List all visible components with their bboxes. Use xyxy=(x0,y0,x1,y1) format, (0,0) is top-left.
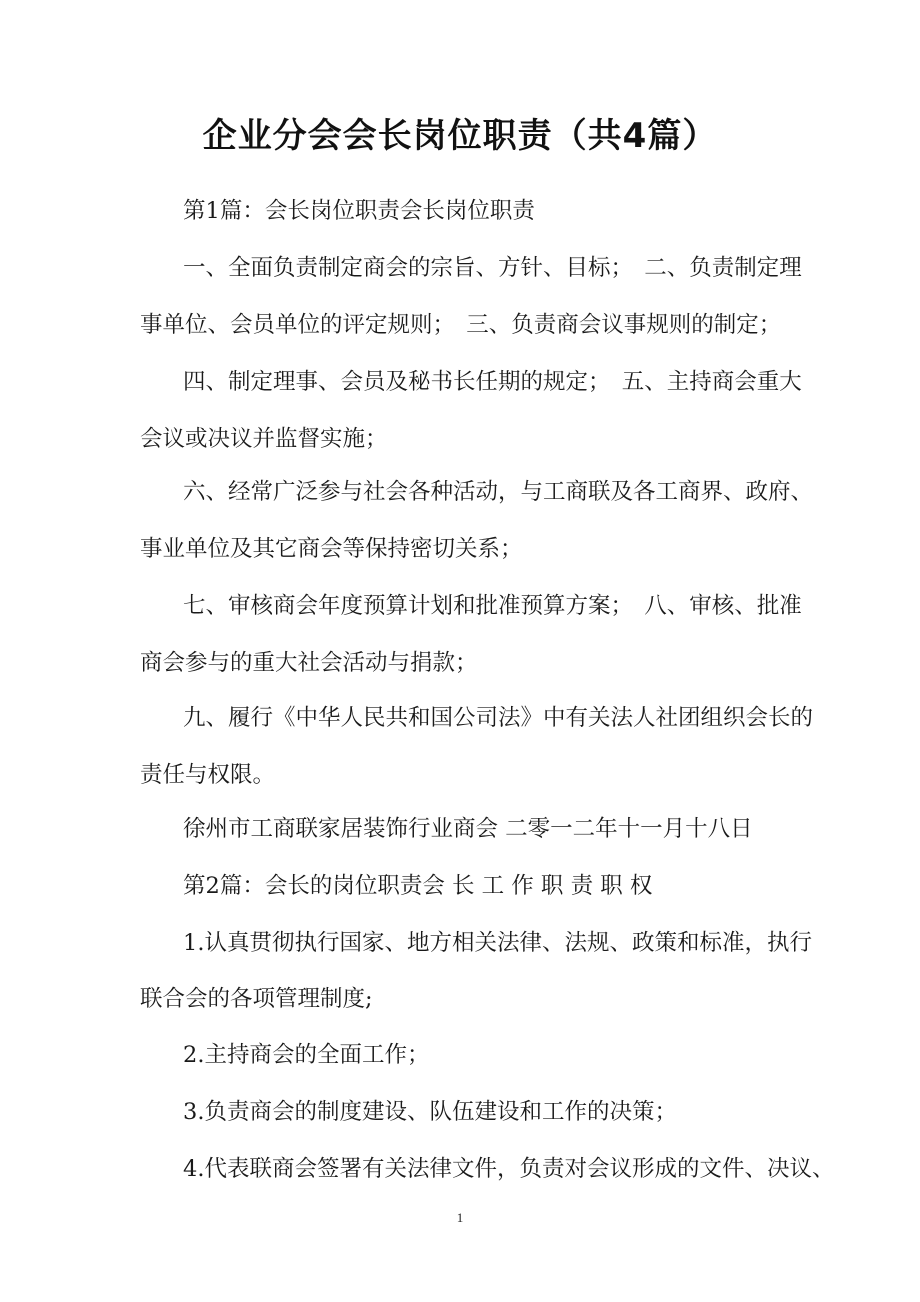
text-line: 1.认真贯彻执行国家、地方相关法律、法规、政策和标准，执行 xyxy=(183,930,812,956)
text-line: 联合会的各项管理制度; xyxy=(140,986,373,1012)
text-line: 事业单位及其它商会等保持密切关系； xyxy=(140,536,523,562)
text-line: 六、经常广泛参与社会各种活动，与工商联及各工商界、政府、 xyxy=(183,479,814,505)
text-line: 第1篇：会长岗位职责会长岗位职责 xyxy=(183,198,535,224)
text-line: 4.代表联商会签署有关法律文件，负责对会议形成的文件、决议、 xyxy=(183,1156,835,1182)
text-line: 会议或决议并监督实施； xyxy=(140,426,388,452)
text-line: 2.主持商会的全面工作； xyxy=(183,1042,430,1068)
text-line: 七、审核商会年度预算计划和批准预算方案； 八、审核、批准 xyxy=(183,593,802,619)
text-line: 第2篇：会长的岗位职责会 长 工 作 职 责 职 权 xyxy=(183,873,653,899)
page-number: 1 xyxy=(456,1210,464,1225)
document-title: 企业分会会长岗位职责（共4篇） xyxy=(202,116,718,156)
text-line: 四、制定理事、会员及秘书长任期的规定； 五、主持商会重大 xyxy=(183,369,802,395)
text-line: 九、履行《中华人民共和国公司法》中有关法人社团组织会长的 xyxy=(183,705,814,731)
text-line: 3.负责商会的制度建设、队伍建设和工作的决策； xyxy=(183,1099,677,1125)
text-line: 徐州市工商联家居装饰行业商会 二零一二年十一月十八日 xyxy=(183,816,753,842)
text-line: 责任与权限。 xyxy=(140,762,276,788)
text-line: 事单位、会员单位的评定规则； 三、负责商会议事规则的制定； xyxy=(140,312,782,338)
text-line: 一、全面负责制定商会的宗旨、方针、目标； 二、负责制定理 xyxy=(183,255,802,281)
text-line: 商会参与的重大社会活动与捐款； xyxy=(140,650,478,676)
